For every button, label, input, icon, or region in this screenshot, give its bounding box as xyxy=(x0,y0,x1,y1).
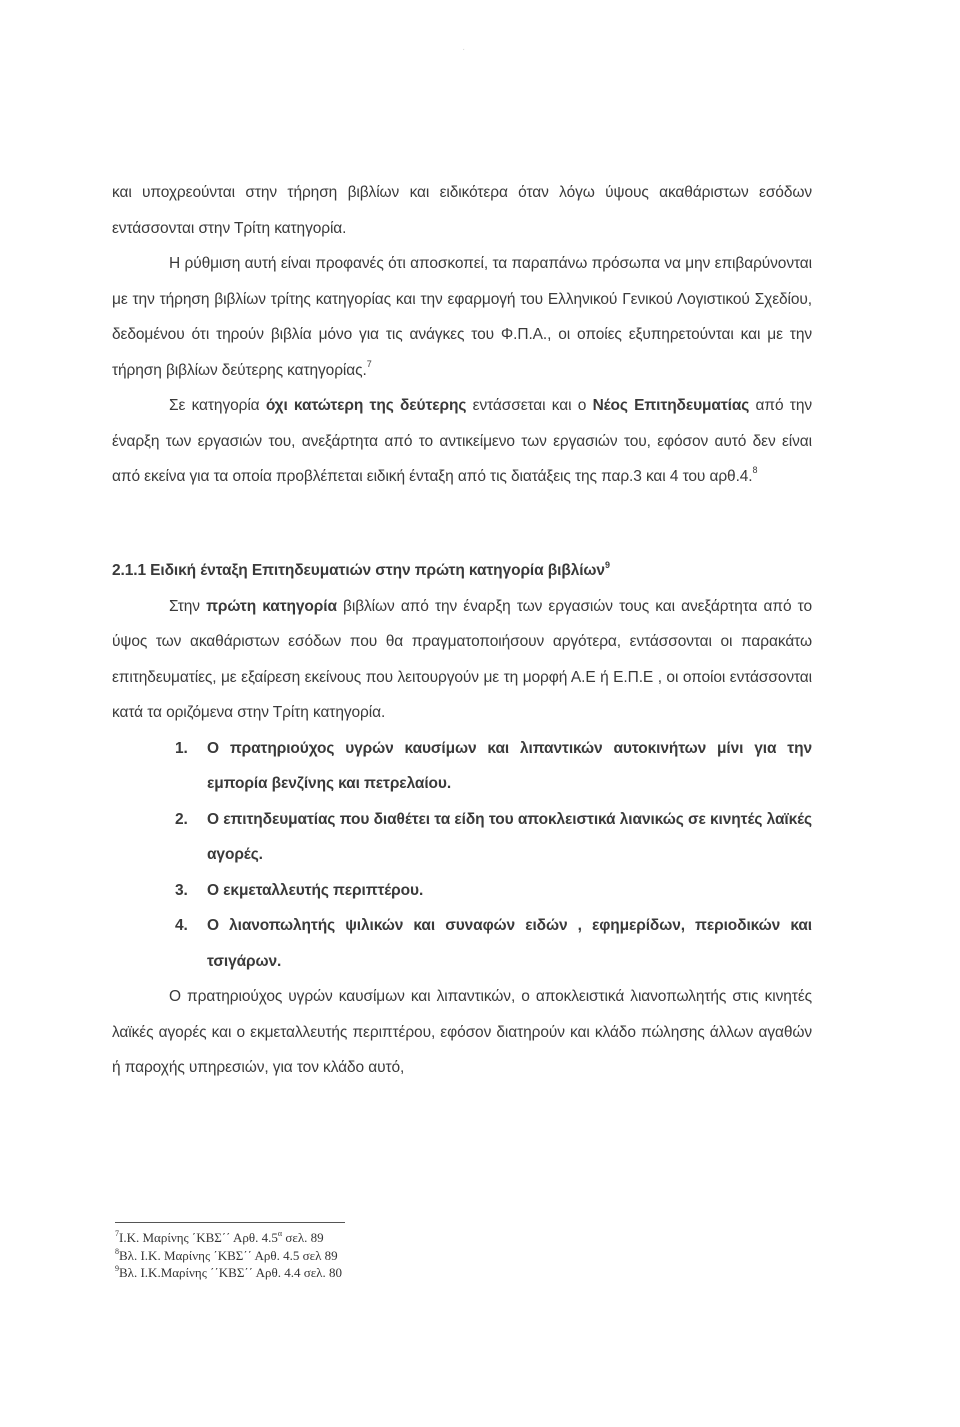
list-item-text: Ο λιανοπωλητής ψιλικών και συναφών ειδών , εφημερίδων, περιοδικών και τσιγάρων. xyxy=(207,917,812,970)
list-item-text: Ο επιτηδευματίας που διαθέτει τα είδη του αποκλειστικά λιανικώς σε κινητές λαϊκές αγορές. xyxy=(207,810,812,863)
section-intro xyxy=(112,589,812,731)
footnote-superscript: α xyxy=(277,1229,283,1238)
section-heading xyxy=(112,553,812,589)
document-body xyxy=(112,175,812,1086)
paragraph-1 xyxy=(112,175,812,246)
footnote-text: Ι.Κ. Μαρίνης ΄ΚΒΣ΄΄ Αρθ. 4.5 xyxy=(119,1230,278,1245)
paragraph-1-text: και υποχρεούνται στην τήρηση βιβλίων και ειδικότερα όταν λόγω ύψους ακαθάριστων εσόδων εντάσσονται στην Τρίτη κατηγορία. xyxy=(112,184,812,237)
paragraph-3-bold-d: Νέος Επιτηδευματίας xyxy=(592,397,750,414)
numbered-list xyxy=(112,731,812,980)
section-intro-bold: πρώτη κατηγορία xyxy=(206,597,337,615)
list-item-text: Ο πρατηριούχος υγρών καυσίμων και λιπαντικών αυτοκινήτων μίνι για την εμπορία βενζίνης και πετρελαίου. xyxy=(207,739,812,792)
paragraph-3-text-e: από την έναρξη των εργασιών του, ανεξάρτητα από το αντικείμενο των εργασιών του, εφόσον αυτό δεν είναι από εκείνα για τα οποία προβλέπεται ειδική ένταξη από τις διατάξεις της παρ.3 και 4 του αρθ.4. xyxy=(112,397,812,485)
closing-paragraph xyxy=(112,979,812,1086)
section-intro-text-c: βιβλίων από την έναρξη των εργασιών τους και ανεξάρτητα από το ύψος των ακαθάριστων εσόδων που θα πραγματοποιήσουν αργότερα, εντάσσονται οι παρακάτω επιτηδευματίες, με εξαίρεση εκείνους που λειτουργούν με τη μορφή Α.Ε ή Ε.Π.Ε , οι οποίοι εντάσσονται κατά τα οριζόμενα στην Τρίτη κατηγορία. xyxy=(112,597,813,721)
page-mark: · xyxy=(462,44,466,55)
footnote-ref-8[interactable]: 8 xyxy=(752,465,758,475)
footnote-text: Βλ. Ι.Κ. Μαρίνης ΄ΚΒΣ΄΄ Αρθ. 4.5 σελ 89 xyxy=(119,1247,338,1263)
footnote-text: Βλ. Ι.Κ.Μαρίνης ΄΄ΚΒΣ΄΄ Αρθ. 4.4 σελ. 80 xyxy=(119,1265,342,1280)
paragraph-2-text: Η ρύθμιση αυτή είναι προφανές ότι αποσκοπεί, τα παραπάνω πρόσωπα να μην επιβαρύνονται με την τήρηση βιβλίων τρίτης κατηγορίας και την εφαρμογή του Ελληνικού Γενικού Λογιστικού Σχεδίου, δεδομένου ότι τηρούν βιβλία μόνο για τις ανάγκες του Φ.Π.Α., οι οποίες εξυπηρετούνται και με την τήρηση βιβλίων δεύτερης κατηγορίας. xyxy=(112,255,812,379)
footnote-8 xyxy=(115,1247,435,1265)
list-item-number: 2. xyxy=(175,810,188,828)
list-item xyxy=(112,731,812,802)
footnote-7 xyxy=(115,1229,435,1247)
section-intro-text-a: Στην xyxy=(169,597,207,615)
list-item-number: 4. xyxy=(175,917,188,934)
footnote-number: 7 xyxy=(115,1229,119,1238)
footnotes xyxy=(115,1222,435,1282)
paragraph-3-text-c: εντάσσεται και ο xyxy=(466,397,593,414)
list-item-number: 1. xyxy=(175,739,188,757)
list-item xyxy=(112,873,812,909)
section-heading-text: 2.1.1 Ειδική ένταξη Επιτηδευματιών στην πρώτη κατηγορία βιβλίων xyxy=(112,561,605,579)
footnote-number: 8 xyxy=(115,1246,119,1256)
footnote-divider xyxy=(115,1222,345,1223)
footnote-ref-7[interactable]: 7 xyxy=(366,358,372,369)
footnote-tail: σελ. 89 xyxy=(282,1230,324,1245)
footnote-number: 9 xyxy=(115,1264,119,1273)
list-item-text: Ο εκμεταλλευτής περιπτέρου. xyxy=(207,881,424,899)
footnote-ref-9[interactable]: 9 xyxy=(604,559,610,570)
list-item xyxy=(112,908,812,979)
list-item xyxy=(112,802,812,873)
closing-paragraph-text: Ο πρατηριούχος υγρών καυσίμων και λιπαντικών, ο αποκλειστικά λιανοπωλητής στις κινητές λαϊκές αγορές και ο εκμεταλλευτής περιπτέρου, εφόσον διατηρούν και κλάδο πώλησης άλλων αγαθών ή παροχής υπηρεσιών, για τον κλάδο αυτό, xyxy=(112,988,812,1076)
list-item-number: 3. xyxy=(175,881,188,899)
footnote-9 xyxy=(115,1264,435,1282)
paragraph-2 xyxy=(112,246,812,388)
paragraph-3 xyxy=(112,388,812,495)
paragraph-3-text-a: Σε κατηγορία xyxy=(169,397,266,414)
paragraph-3-bold-a: όχι κατώτερη της δεύτερης xyxy=(265,397,467,414)
